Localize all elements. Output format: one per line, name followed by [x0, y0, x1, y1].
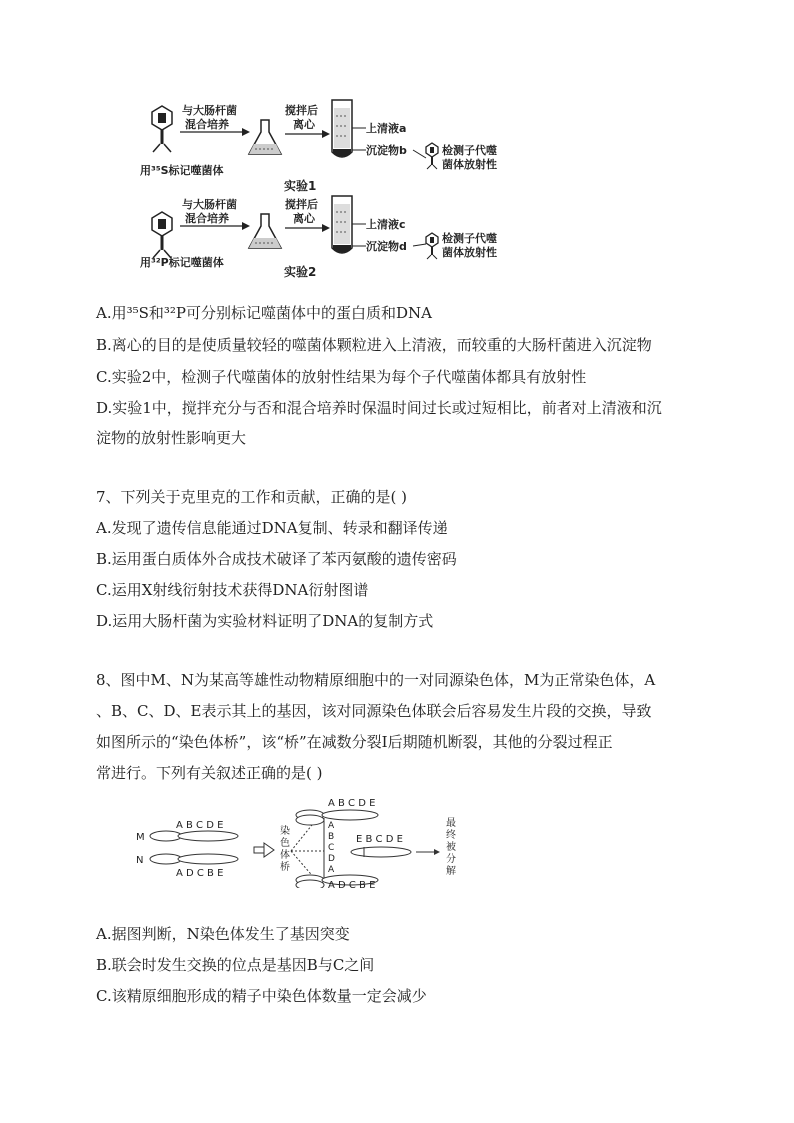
fragment-genes: E B C D E — [356, 834, 403, 845]
q6-option-b: B.离心的目的是使质量较轻的噬菌体颗粒进入上清液，而较重的大肠杆菌进入沉淀物 — [96, 336, 652, 354]
bridge-vertical-genes — [328, 821, 335, 875]
svg-text:A: A — [328, 821, 335, 831]
q7-option-c: C.运用X射线衍射技术获得DNA衍射图谱 — [96, 581, 369, 599]
centrifuge-tube-icon — [332, 100, 352, 157]
sediment-label: 沉淀物d — [366, 240, 407, 253]
q8-stem-line-4: 常进行。下列有关叙述正确的是( ) — [96, 764, 323, 782]
arrow1-bottom-label: 混合培养 — [185, 212, 229, 225]
flask-icon — [249, 120, 281, 154]
svg-text:最: 最 — [446, 818, 456, 829]
svg-text:终: 终 — [446, 830, 456, 841]
q8-option-b: B.联会时发生交换的位点是基因B与C之间 — [96, 956, 375, 974]
phage-label: 用³²P标记噬菌体 — [140, 256, 224, 269]
bridge-bottom-genes: A D C B E — [328, 880, 376, 888]
svg-text:A: A — [328, 865, 335, 875]
svg-text:C: C — [328, 843, 335, 853]
bridge-top-genes: A B C D E — [328, 798, 376, 809]
detect-label-top: 检测子代噬 — [442, 232, 497, 245]
process-arrow-icon — [254, 843, 274, 857]
arrow2-top-label: 搅拌后 — [285, 198, 318, 211]
phage-small-icon — [426, 233, 438, 259]
acentric-fragment — [351, 847, 411, 857]
experiment-2-row — [140, 196, 497, 279]
svg-text:D: D — [328, 854, 335, 864]
experiment-1-row — [140, 100, 497, 193]
arrow1-top-label: 与大肠杆菌 — [182, 198, 237, 211]
supernatant-label: 上清液a — [366, 122, 407, 135]
svg-text:染: 染 — [280, 826, 290, 837]
n-chromosome-label: N — [136, 855, 144, 866]
phage-experiment-figure — [130, 90, 550, 300]
q6-option-c: C.实验2中，检测子代噬菌体的放射性结果为每个子代噬菌体都具有放射性 — [96, 368, 587, 386]
sediment-label: 沉淀物b — [366, 144, 407, 157]
svg-text:色: 色 — [280, 838, 290, 849]
q7-option-b: B.运用蛋白质体外合成技术破译了苯丙氨酸的遗传密码 — [96, 550, 457, 568]
chromosome-bridge-figure — [128, 796, 478, 888]
q8-option-a: A.据图判断，N染色体发生了基因突变 — [96, 925, 350, 943]
svg-text:B: B — [328, 832, 335, 842]
svg-text:被: 被 — [446, 842, 456, 853]
flask-icon — [249, 214, 281, 248]
detect-label-top: 检测子代噬 — [442, 144, 497, 157]
experiment-2-label: 实验2 — [284, 265, 317, 279]
arrow2-bottom-label: 离心 — [293, 212, 315, 225]
q6-option-d-cont: 淀物的放射性影响更大 — [96, 429, 247, 447]
q7-option-d: D.运用大肠杆菌为实验材料证明了DNA的复制方式 — [96, 612, 434, 630]
arrow1-top-label: 与大肠杆菌 — [182, 104, 237, 117]
phage-small-icon — [426, 143, 438, 169]
m-gene-labels: A B C D E — [176, 820, 224, 831]
m-chromosome-label: M — [136, 832, 145, 843]
final-degraded-label — [446, 817, 456, 877]
q6-option-d: D.实验1中，搅拌充分与否和混合培养时保温时间过长或过短相比，前者对上清液和沉 — [96, 399, 662, 417]
svg-text:体: 体 — [280, 850, 290, 861]
q8-stem-line-1: 8、图中M、N为某高等雄性动物精原细胞中的一对同源染色体，M为正常染色体，A — [96, 671, 656, 689]
q8-stem-line-2: 、B、C、D、E表示其上的基因，该对同源染色体联会后容易发生片段的交换，导致 — [96, 702, 652, 720]
n-gene-labels: A D C B E — [176, 868, 224, 879]
arrow2-bottom-label: 离心 — [293, 118, 315, 131]
detect-label-bottom: 菌体放射性 — [442, 158, 497, 171]
centrifuge-tube-icon — [332, 196, 352, 253]
svg-text:桥: 桥 — [280, 862, 290, 873]
arrow2-top-label: 搅拌后 — [285, 104, 318, 117]
q7-stem: 7、下列关于克里克的工作和贡献，正确的是( ) — [96, 488, 408, 506]
q6-option-a: A.用³⁵S和³²P可分别标记噬菌体中的蛋白质和DNA — [96, 304, 433, 322]
svg-text:解: 解 — [446, 866, 456, 877]
experiment-1-label: 实验1 — [284, 179, 317, 193]
q8-option-c: C.该精原细胞形成的精子中染色体数量一定会减少 — [96, 987, 427, 1005]
q7-option-a: A.发现了遗传信息能通过DNA复制、转录和翻译传递 — [96, 519, 448, 537]
m-chromosome — [150, 831, 238, 841]
q8-stem-line-3: 如图所示的“染色体桥”，该“桥”在减数分裂Ⅰ后期随机断裂，其他的分裂过程正 — [96, 733, 613, 751]
arrow1-bottom-label: 混合培养 — [185, 118, 229, 131]
phage-icon — [152, 212, 172, 258]
supernatant-label: 上清液c — [366, 218, 406, 231]
n-chromosome — [150, 854, 238, 864]
phage-icon — [152, 106, 172, 152]
phage-label: 用³⁵S标记噬菌体 — [140, 164, 224, 177]
bridge-label — [280, 824, 290, 873]
bridge-top-chromatid — [296, 810, 378, 825]
detect-label-bottom: 菌体放射性 — [442, 246, 497, 259]
svg-text:分: 分 — [446, 854, 456, 865]
